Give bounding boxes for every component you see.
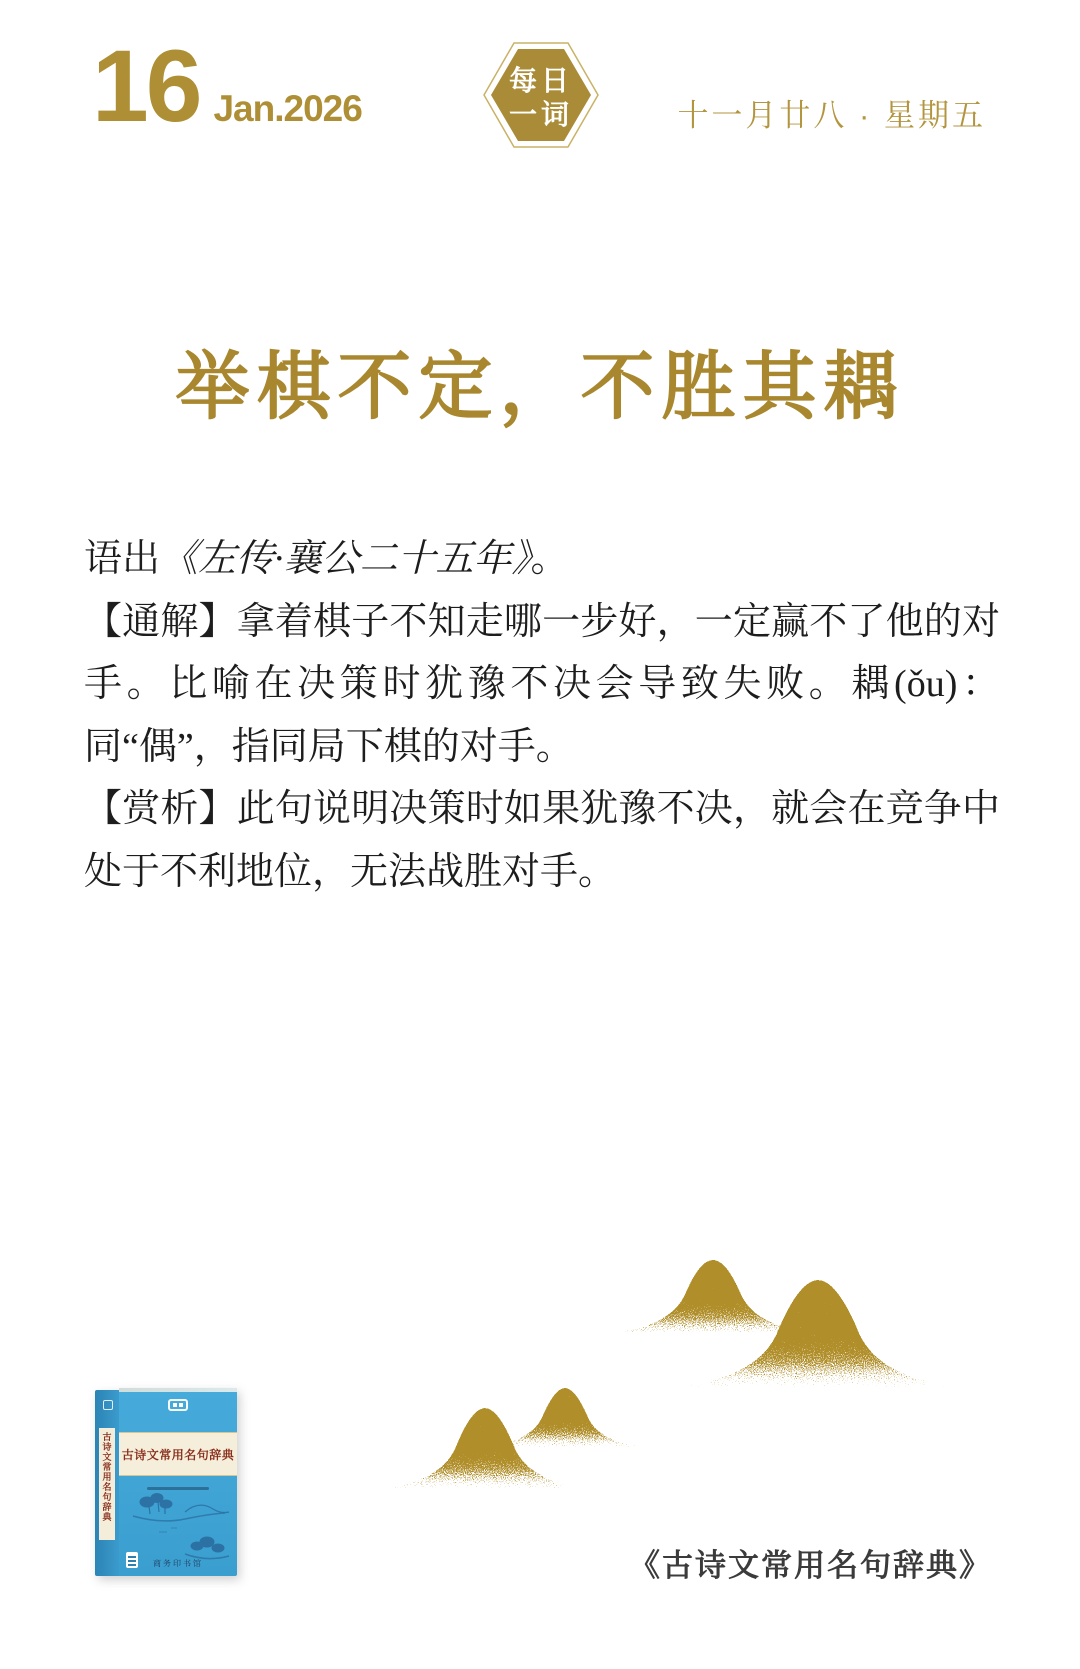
lunar-date: 十一月廿八 · 星期五 [677,98,986,133]
editor-line [147,1487,209,1490]
pages-edge [119,1388,237,1392]
paragraph-label: 【通解】 [84,600,237,643]
source-line [84,528,1000,591]
publisher-name: 商务印书馆 [153,1559,203,1568]
book-logo-icon [168,1399,188,1411]
paragraph-tongjie [84,591,1000,779]
badge-line1: 每日 [508,66,574,97]
mountain-icon [616,1260,810,1332]
source-book-citation: 《古诗文常用名句辞典》 [629,1548,992,1583]
book-cover [95,1388,237,1578]
source-suffix: 。 [530,538,569,580]
spine-title: 古诗文常用名句辞典 [101,1432,112,1522]
date-block [92,30,362,142]
source-prefix: 语出 [84,538,161,580]
body-text [84,528,1000,903]
month-year: Jan.2026 [213,88,362,129]
spine-title-band [99,1428,115,1540]
paragraph-shangxi [84,778,1000,903]
mountains-illustration [350,1150,1010,1500]
paragraph-text: 此句说明决策时如果犹豫不决，就会在竞争中处于不利地位，无法战胜对手。 [84,788,1000,893]
source-title: 《左传·襄公二十五年》 [160,538,531,580]
day-number: 16 [92,29,200,143]
daily-word-badge [482,40,600,150]
book-spine [95,1390,119,1576]
paragraph-text: 拿着棋子不知走哪一步好，一定赢不了他的对手。比喻在决策时犹豫不决会导致失败。耦(ǒu)：同“偶”，指同局下棋的对手。 [84,600,1000,768]
cover-title-band [119,1432,237,1476]
badge-line2: 一词 [508,100,574,131]
spine-logo-icon [103,1400,113,1410]
paragraph-label: 【赏析】 [84,788,237,830]
page-title: 举棋不定，不胜其耦 [175,347,905,429]
book-front-cover [119,1388,237,1576]
cover-title: 古诗文常用名句辞典 [121,1447,235,1462]
